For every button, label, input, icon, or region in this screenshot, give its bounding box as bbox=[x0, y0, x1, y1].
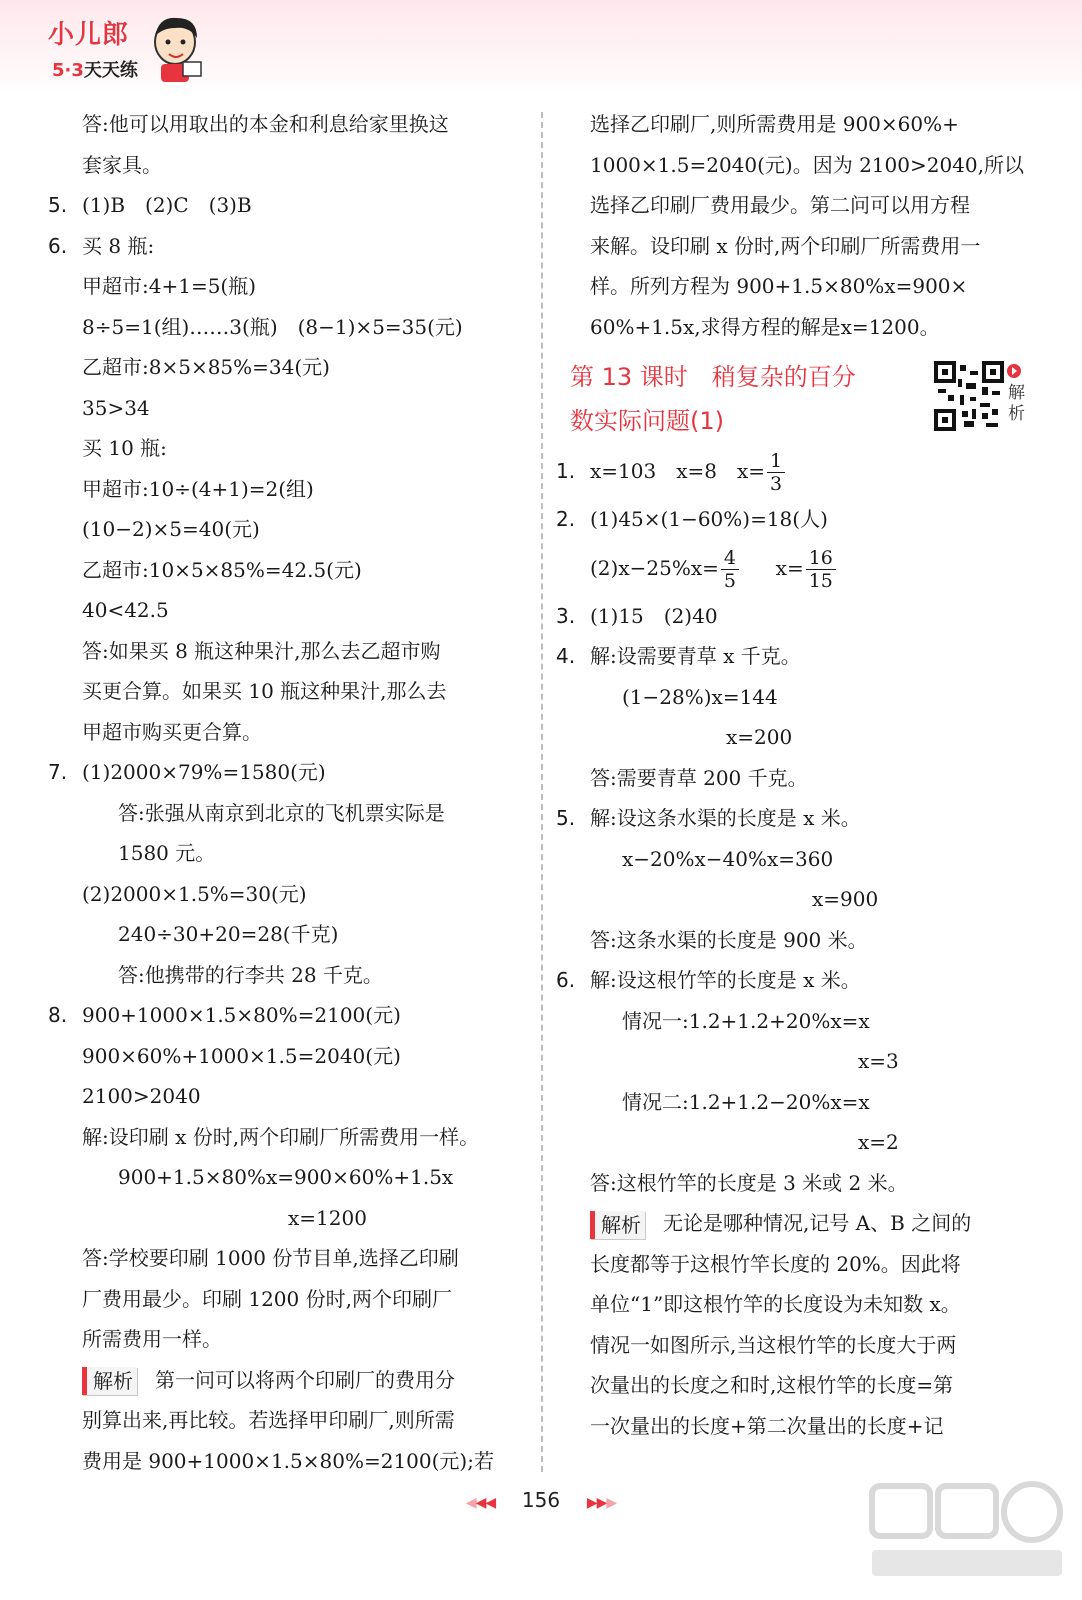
answer-line: 900×60%+1000×1.5=2040(元) bbox=[82, 1043, 401, 1068]
question-number: 5. bbox=[556, 806, 576, 830]
equation-line: 情况二:1.2+1.2−20%x=x bbox=[622, 1089, 870, 1114]
brand-subtitle bbox=[52, 56, 138, 82]
analysis-line: 费用是 900+1000×1.5×80%=2100(元);若 bbox=[82, 1448, 494, 1473]
answer-text: x=103 x=8 x= bbox=[590, 459, 766, 483]
fraction bbox=[767, 450, 785, 495]
answer-line: 甲超市:4+1=5(瓶) bbox=[82, 274, 257, 298]
answer-line: (2)2000×1.5%=30(元) bbox=[82, 881, 307, 906]
answer-text: 解:设这根竹竿的长度是 x 米。 bbox=[590, 968, 861, 992]
answer-text: 解:设这条水渠的长度是 x 米。 bbox=[590, 806, 861, 830]
column-divider bbox=[541, 112, 543, 1472]
analysis-line: 一次量出的长度+第二次量出的长度+记 bbox=[590, 1413, 944, 1438]
question-5 bbox=[48, 185, 526, 226]
equation-line: 900+1.5×80%x=900×60%+1.5x bbox=[118, 1165, 454, 1189]
analysis-line: 长度都等于这根竹竿长度的 20%。因此将 bbox=[590, 1251, 961, 1276]
analysis-line: 选择乙印刷厂费用最少。第二问可以用方程 bbox=[590, 193, 970, 217]
right-arrows-icon: ▶ bbox=[606, 1495, 617, 1511]
question-number: 8. bbox=[48, 1003, 68, 1027]
answer-line: 1580 元。 bbox=[118, 841, 216, 865]
answer-line: 答:这根竹竿的长度是 3 米或 2 米。 bbox=[590, 1170, 908, 1195]
answer-line: 买 10 瓶: bbox=[82, 436, 167, 460]
answer-text: (1)45×(1−60%)=18(人) bbox=[590, 507, 828, 531]
fraction-numerator: 1 bbox=[767, 450, 785, 473]
answer-line: 所需费用一样。 bbox=[82, 1327, 222, 1351]
analysis-text: 无论是哪种情况,记号 A、B 之间的 bbox=[663, 1211, 972, 1235]
analysis-line: 来解。设印刷 x 份时,两个印刷厂所需费用一 bbox=[590, 233, 981, 258]
question-8 bbox=[48, 995, 526, 1036]
fraction-denominator: 3 bbox=[770, 473, 783, 495]
fraction-numerator: 4 bbox=[721, 547, 739, 570]
answer-text: (1)B (2)C (3)B bbox=[82, 193, 252, 217]
equation-line: x=900 bbox=[812, 887, 879, 911]
problem-3 bbox=[556, 596, 1034, 637]
answer-line: 答:张强从南京到北京的飞机票实际是 bbox=[118, 800, 445, 825]
analysis-line bbox=[48, 1360, 526, 1401]
fraction-denominator: 5 bbox=[723, 569, 736, 592]
right-column bbox=[556, 104, 1034, 1446]
answer-line: 厂费用最少。印刷 1200 份时,两个印刷厂 bbox=[82, 1286, 452, 1311]
question-number: 2. bbox=[556, 507, 576, 531]
answer-text: 买 8 瓶: bbox=[82, 233, 155, 258]
equation-line: (1−28%)x=144 bbox=[622, 684, 778, 709]
fraction-numerator: 16 bbox=[806, 547, 836, 570]
answer-text: 解:设需要青草 x 千克。 bbox=[590, 644, 801, 668]
answer-line: 240÷30+20=28(千克) bbox=[118, 922, 339, 946]
problem-1 bbox=[556, 443, 1034, 499]
answer-line: 套家具。 bbox=[82, 152, 162, 177]
answer-line: 35>34 bbox=[82, 395, 150, 420]
problem-4 bbox=[556, 636, 1034, 677]
question-number: 6. bbox=[48, 233, 68, 258]
mascot-icon bbox=[145, 12, 207, 84]
problem-6 bbox=[556, 960, 1034, 1001]
answer-text: (1)2000×79%=1580(元) bbox=[82, 760, 326, 784]
question-number: 7. bbox=[48, 760, 68, 784]
answer-line: 答:需要青草 200 千克。 bbox=[590, 765, 808, 790]
equation-line: x=1200 bbox=[288, 1205, 367, 1230]
lesson-title-line1: 第 13 课时 稍复杂的百分 bbox=[570, 363, 856, 391]
answer-line: 40<42.5 bbox=[82, 598, 169, 622]
analysis-tag: 解析 bbox=[82, 1367, 137, 1395]
answer-line: 甲超市:10÷(4+1)=2(组) bbox=[82, 476, 314, 501]
analysis-line: 60%+1.5x,求得方程的解是x=1200。 bbox=[590, 314, 940, 339]
question-number: 1. bbox=[556, 459, 576, 483]
answer-line: 答:他携带的行李共 28 千克。 bbox=[118, 962, 383, 987]
answer-line: 答:如果买 8 瓶这种果汁,那么去乙超市购 bbox=[82, 638, 441, 663]
left-arrows-icon: ◀◀ bbox=[475, 1495, 496, 1511]
qr-label: 解析 bbox=[1008, 383, 1025, 424]
analysis-line bbox=[556, 1203, 1034, 1244]
analysis-line: 别算出来,再比较。若选择甲印刷厂,则所需 bbox=[82, 1408, 455, 1432]
answer-text: 900+1000×1.5×80%=2100(元) bbox=[82, 1003, 401, 1027]
analysis-line: 单位“1”即这根竹竿的长度设为未知数 x。 bbox=[590, 1292, 961, 1316]
analysis-text: 第一问可以将两个印刷厂的费用分 bbox=[155, 1367, 455, 1392]
problem-2 bbox=[556, 499, 1034, 540]
answer-line: 答:学校要印刷 1000 份节目单,选择乙印刷 bbox=[82, 1246, 459, 1270]
answer-text: (1)15 (2)40 bbox=[590, 603, 718, 628]
equation-line bbox=[556, 540, 1034, 596]
question-7 bbox=[48, 752, 526, 793]
brand-subtitle-suffix: 天天练 bbox=[83, 60, 138, 81]
answer-line: (10−2)×5=40(元) bbox=[82, 517, 260, 541]
left-arrows-icon: ◀ bbox=[465, 1495, 476, 1511]
equation-line: x=200 bbox=[726, 725, 793, 749]
equation-line: x=3 bbox=[858, 1049, 899, 1073]
left-column bbox=[48, 104, 526, 1481]
analysis-line: 情况一如图所示,当这根竹竿的长度大于两 bbox=[590, 1332, 957, 1357]
lesson-title-line2: 数实际问题(1) bbox=[570, 407, 724, 435]
answer-line: 8÷5=1(组)……3(瓶) (8−1)×5=35(元) bbox=[82, 314, 463, 339]
equation-line: 情况一:1.2+1.2+20%x=x bbox=[622, 1008, 870, 1033]
equation-line: x−20%x−40%x=360 bbox=[622, 846, 834, 871]
equation-text: (2)x−25%x= bbox=[590, 555, 719, 580]
question-number: 6. bbox=[556, 968, 576, 992]
equation-text: x= bbox=[775, 555, 804, 580]
answer-line: 买更合算。如果买 10 瓶这种果汁,那么去 bbox=[82, 679, 447, 703]
question-number: 3. bbox=[556, 603, 576, 628]
fraction bbox=[721, 547, 739, 592]
fraction-denominator: 15 bbox=[808, 569, 833, 592]
answer-line: 2100>2040 bbox=[82, 1084, 201, 1108]
answer-line: 乙超市:8×5×85%=34(元) bbox=[82, 355, 330, 379]
fraction bbox=[806, 547, 836, 592]
analysis-line: 1000×1.5=2040(元)。因为 2100>2040,所以 bbox=[590, 152, 1024, 177]
analysis-line: 样。所列方程为 900+1.5×80%x=900× bbox=[590, 274, 968, 298]
question-number: 5. bbox=[48, 193, 68, 217]
answer-line: 乙超市:10×5×85%=42.5(元) bbox=[82, 557, 362, 582]
problem-5 bbox=[556, 798, 1034, 839]
analysis-tag: 解析 bbox=[590, 1211, 645, 1239]
question-6 bbox=[48, 226, 526, 267]
answer-line: 甲超市购买更合算。 bbox=[82, 719, 262, 744]
watermark-logo-icon bbox=[862, 1476, 1072, 1586]
brand-title: 小儿郎 bbox=[48, 20, 130, 50]
right-arrows-icon: ▶▶ bbox=[586, 1495, 607, 1511]
answer-line: 答:他可以用取出的本金和利息给家里换这 bbox=[82, 112, 449, 136]
answer-line: 解:设印刷 x 份时,两个印刷厂所需费用一样。 bbox=[82, 1124, 480, 1149]
analysis-line: 选择乙印刷厂,则所需费用是 900×60%+ bbox=[590, 112, 959, 136]
equation-line: x=2 bbox=[858, 1130, 899, 1154]
page-number: 156 bbox=[521, 1488, 561, 1512]
lesson-heading bbox=[556, 355, 1034, 443]
qr-code-icon[interactable] bbox=[934, 361, 1004, 431]
answer-line: 答:这条水渠的长度是 900 米。 bbox=[590, 927, 868, 952]
brand-subtitle-prefix: 5·3 bbox=[52, 60, 84, 81]
question-number: 4. bbox=[556, 644, 576, 668]
play-arrow-icon bbox=[1006, 363, 1022, 379]
analysis-line: 次量出的长度之和时,这根竹竿的长度=第 bbox=[590, 1373, 954, 1397]
